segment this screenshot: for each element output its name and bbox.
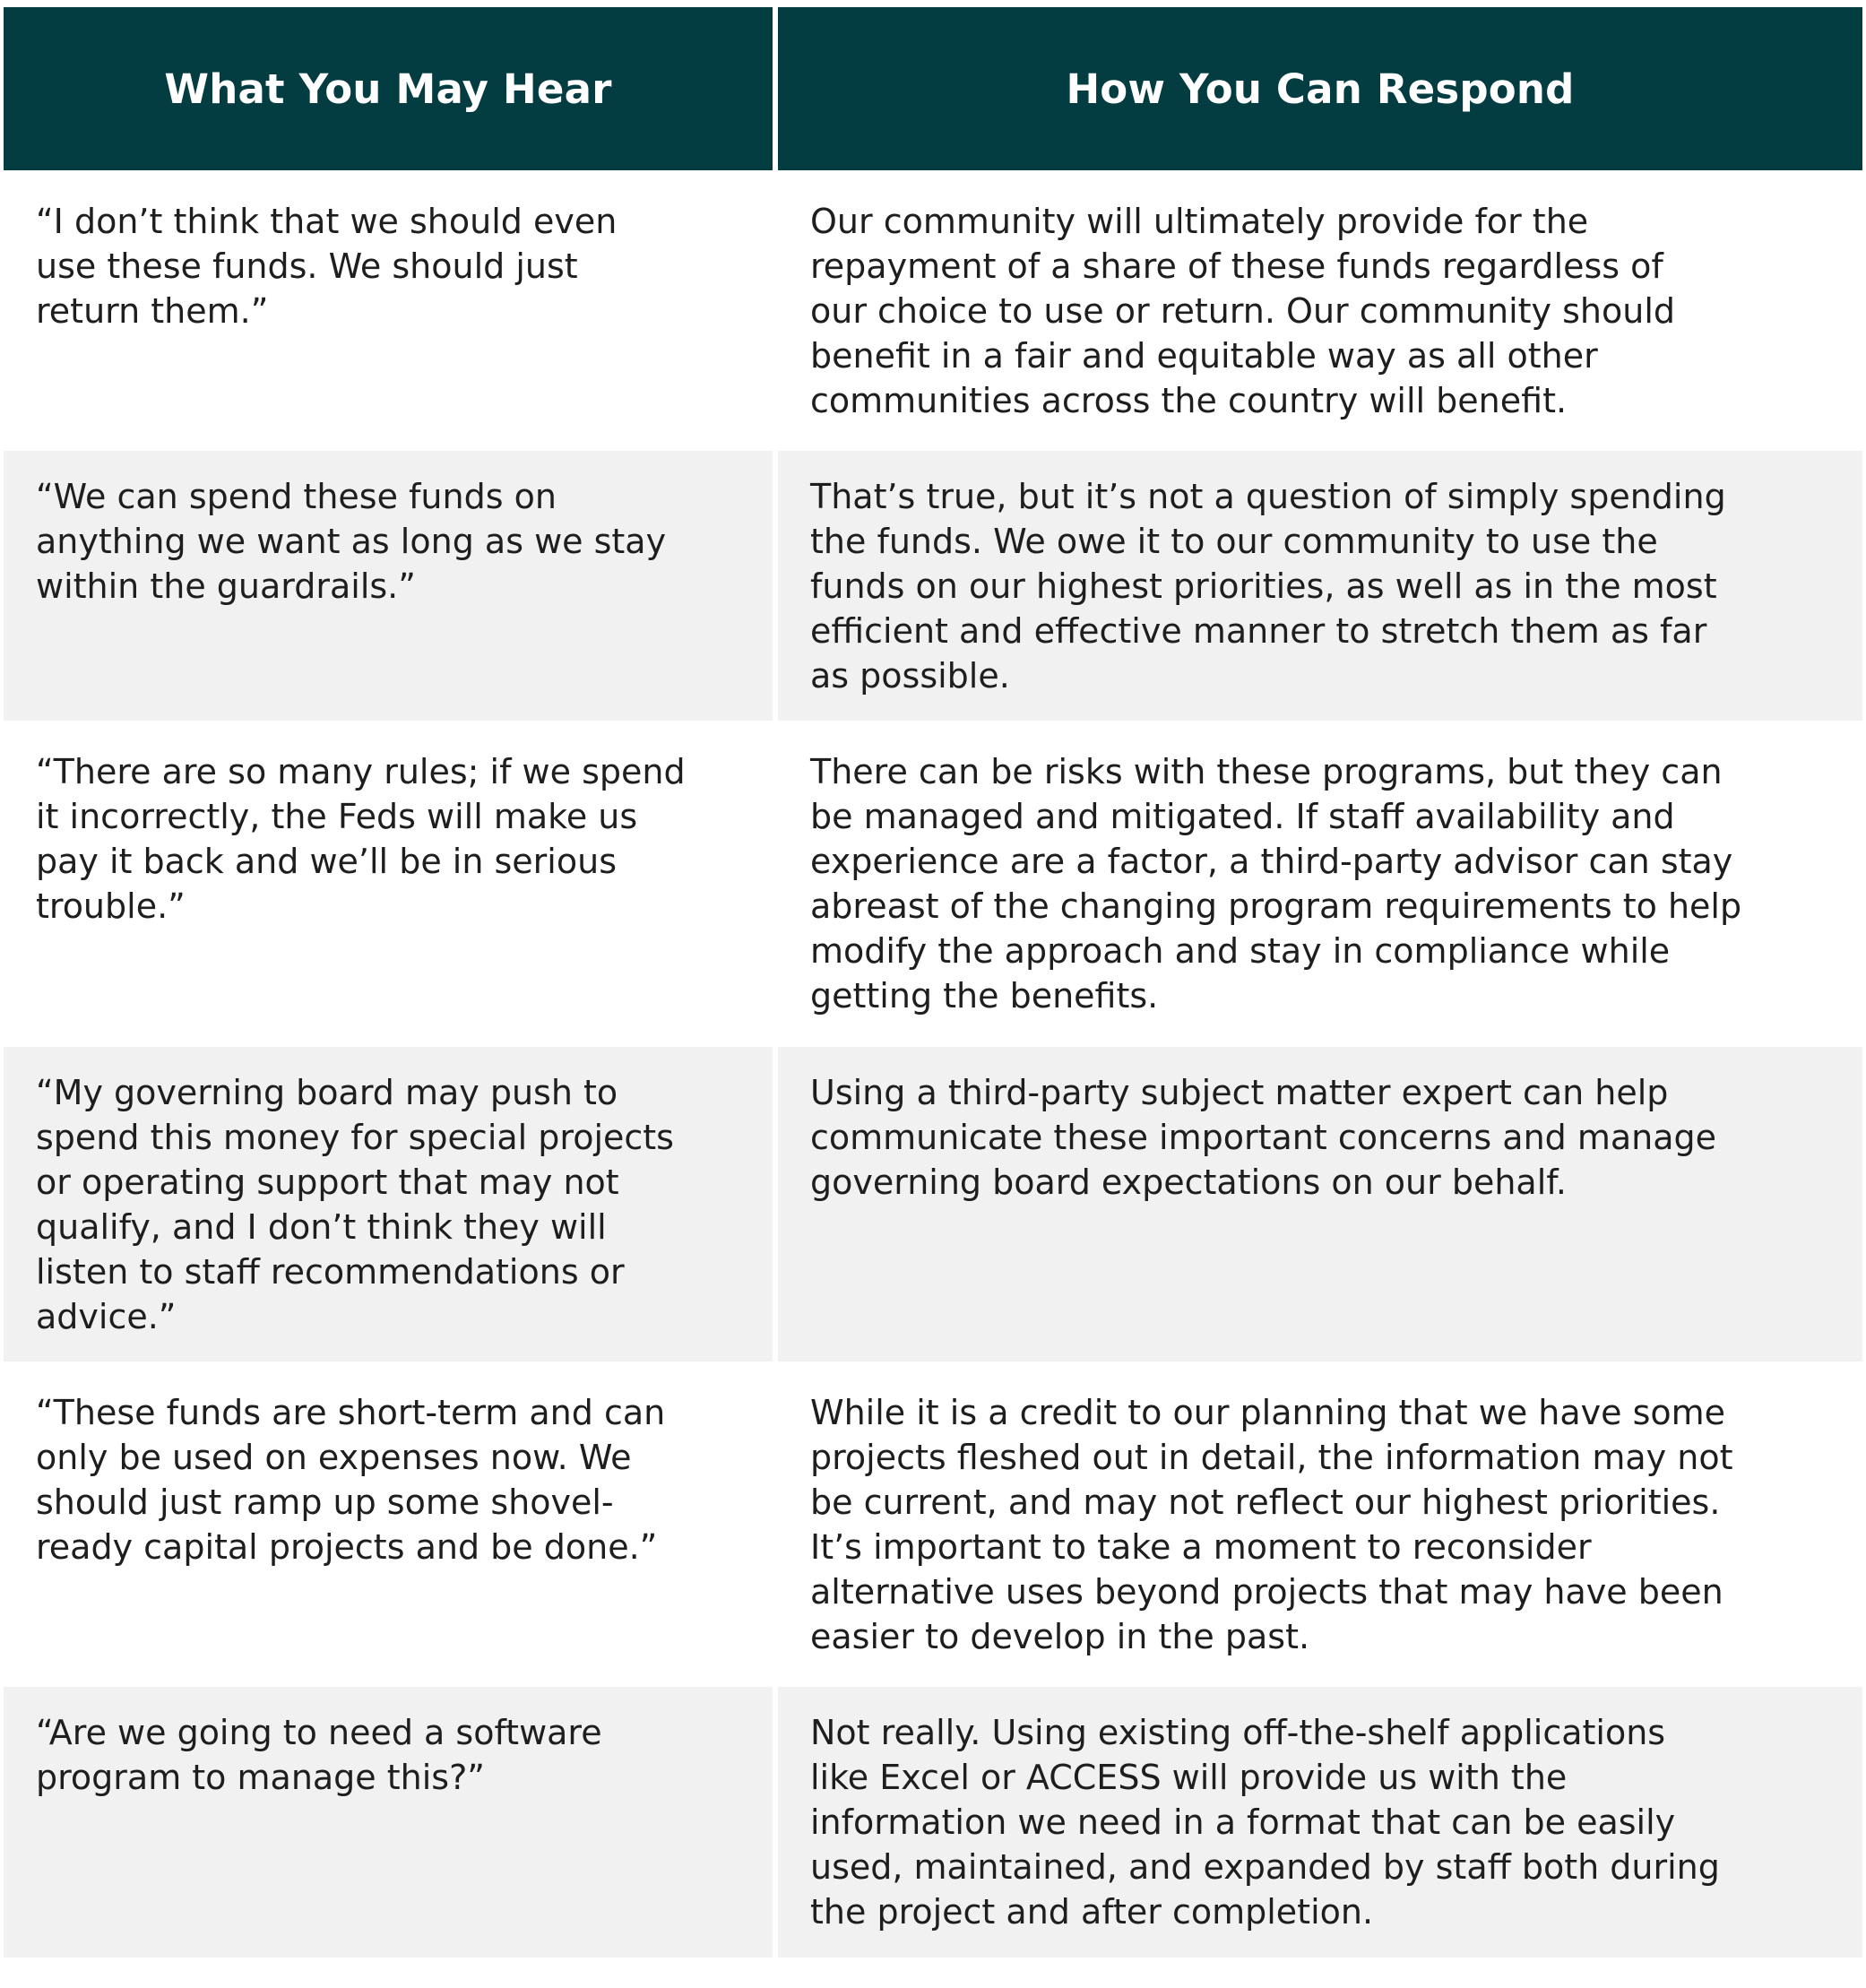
row-5-hear: “These funds are short-term and can only be used on expenses now. We should just ramp up some shovel- ready capital projects and be done.” [4,1367,773,1681]
row-5-respond: While it is a credit to our planning that we have some projects fleshed out in detail, the information may not be current, and may not reflect our highest priorities. It’s important to take a moment to reconsider alternative uses beyond projects that may have been easier to develop in the past. [778,1367,1862,1681]
row-1-respond: Our community will ultimately provide for the repayment of a share of these funds regardless of our choice to use or return. Our community should benefit in a fair and equitable way as all other communities across the country will benefit. [778,176,1862,445]
faq-table [4,7,1862,1958]
row-2-hear: “We can spend these funds on anything we want as long as we stay within the guardrails.” [4,451,773,721]
row-1-hear: “I don’t think that we should even use these funds. We should just return them.” [4,176,773,445]
row-3-respond: There can be risks with these programs, but they can be managed and mitigated. If staff availability and experience are a factor, a third-party advisor can stay abreast of the changing program requirements to help modify the approach and stay in compliance while getting the benefits. [778,726,1862,1042]
row-2-respond: That’s true, but it’s not a question of simply spending the funds. We owe it to our community to use the funds on our highest priorities, as well as in the most efficient and effective manner to stretch them as far as possible. [778,451,1862,721]
row-4-hear: “My governing board may push to spend this money for special projects or operating support that may not qualify, and I don’t think they will listen to staff recommendations or advice.” [4,1047,773,1361]
header-what-you-may-hear: What You May Hear [4,7,773,170]
header-how-you-can-respond: How You Can Respond [778,7,1862,170]
row-3-hear: “There are so many rules; if we spend it incorrectly, the Feds will make us pay it back and we’ll be in serious trouble.” [4,726,773,1042]
row-6-hear: “Are we going to need a software program to manage this?” [4,1687,773,1958]
row-6-respond: Not really. Using existing off-the-shelf applications like Excel or ACCESS will provide us with the information we need in a format that can be easily used, maintained, and expanded by staff both during the project and after completion. [778,1687,1862,1958]
row-4-respond: Using a third-party subject matter expert can help communicate these important concerns and manage governing board expectations on our behalf. [778,1047,1862,1361]
